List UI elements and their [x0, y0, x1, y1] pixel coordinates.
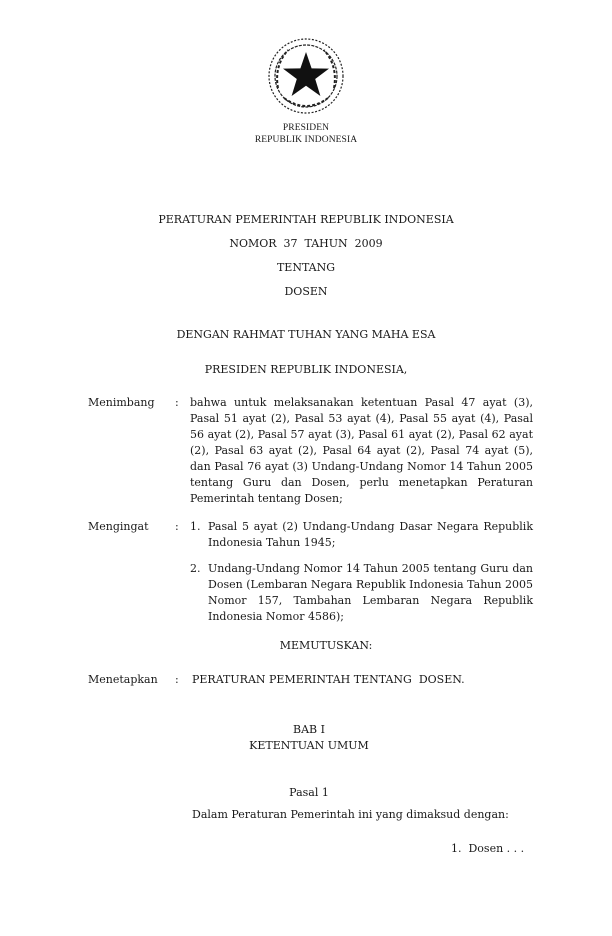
- article-title: Pasal 1: [289, 786, 329, 799]
- mengingat-colon: :: [175, 520, 179, 533]
- regulation-number: NOMOR 37 TAHUN 2009: [229, 237, 383, 250]
- menimbang-label: Menimbang: [88, 396, 155, 409]
- memutuskan-heading: MEMUTUSKAN:: [279, 639, 373, 652]
- mengingat-item-2: [190, 561, 533, 625]
- regulation-subject: DOSEN: [284, 285, 328, 298]
- mengingat-item-1: [190, 519, 533, 551]
- list-text: Pasal 5 ayat (2) Undang-Undang Dasar Negara Republik Indonesia Tahun 1945;: [208, 520, 533, 549]
- menimbang-colon: :: [175, 396, 179, 409]
- letterhead-presiden: PRESIDEN: [282, 123, 330, 133]
- list-number: 2.: [190, 562, 201, 575]
- tentang-label: TENTANG: [276, 261, 336, 274]
- mengingat-label: Mengingat: [88, 520, 149, 533]
- authority: PRESIDEN REPUBLIK INDONESIA,: [204, 363, 408, 376]
- menimbang-text: bahwa untuk melaksanakan ketentuan Pasal 47 ayat (3), Pasal 51 ayat (2), Pasal 53 ayat (4), Pasal 55 ayat (4), Pasal 56 ayat (2), Pasal 57 ayat (3), Pasal 61 ayat (2), Pasal 62 ayat (2), Pasal 63 ayat (2), Pasal 64 ayat (2), Pasal 74 ayat (5), dan Pasal 76 ayat (3) Undang-Undang Nomor 14 Tahun 2005 tentang Guru dan Dosen, perlu menetapkan Peraturan Pemerintah tentang Dosen;: [190, 396, 533, 505]
- chapter-number: BAB I: [293, 723, 325, 736]
- article-intro: Dalam Peraturan Pemerintah ini yang dimaksud dengan:: [192, 808, 509, 821]
- letterhead-republik-indonesia: REPUBLIK INDONESIA: [254, 135, 358, 145]
- regulation-title: PERATURAN PEMERINTAH REPUBLIK INDONESIA: [158, 213, 454, 226]
- menetapkan-colon: :: [175, 673, 179, 686]
- garuda-star-emblem-icon: [266, 36, 346, 116]
- chapter-title: KETENTUAN UMUM: [249, 739, 369, 752]
- menetapkan-text: PERATURAN PEMERINTAH TENTANG DOSEN.: [192, 673, 465, 686]
- list-text: Undang-Undang Nomor 14 Tahun 2005 tentang Guru dan Dosen (Lembaran Negara Republik Indonesia Tahun 2005 Nomor 157, Tambahan Lembaran Negara Republik Indonesia Nomor 4586);: [208, 562, 533, 623]
- list-number: 1.: [190, 520, 201, 533]
- invocation: DENGAN RAHMAT TUHAN YANG MAHA ESA: [176, 328, 436, 341]
- page-continuation: 1. Dosen . . .: [451, 842, 525, 855]
- menetapkan-label: Menetapkan: [88, 673, 158, 686]
